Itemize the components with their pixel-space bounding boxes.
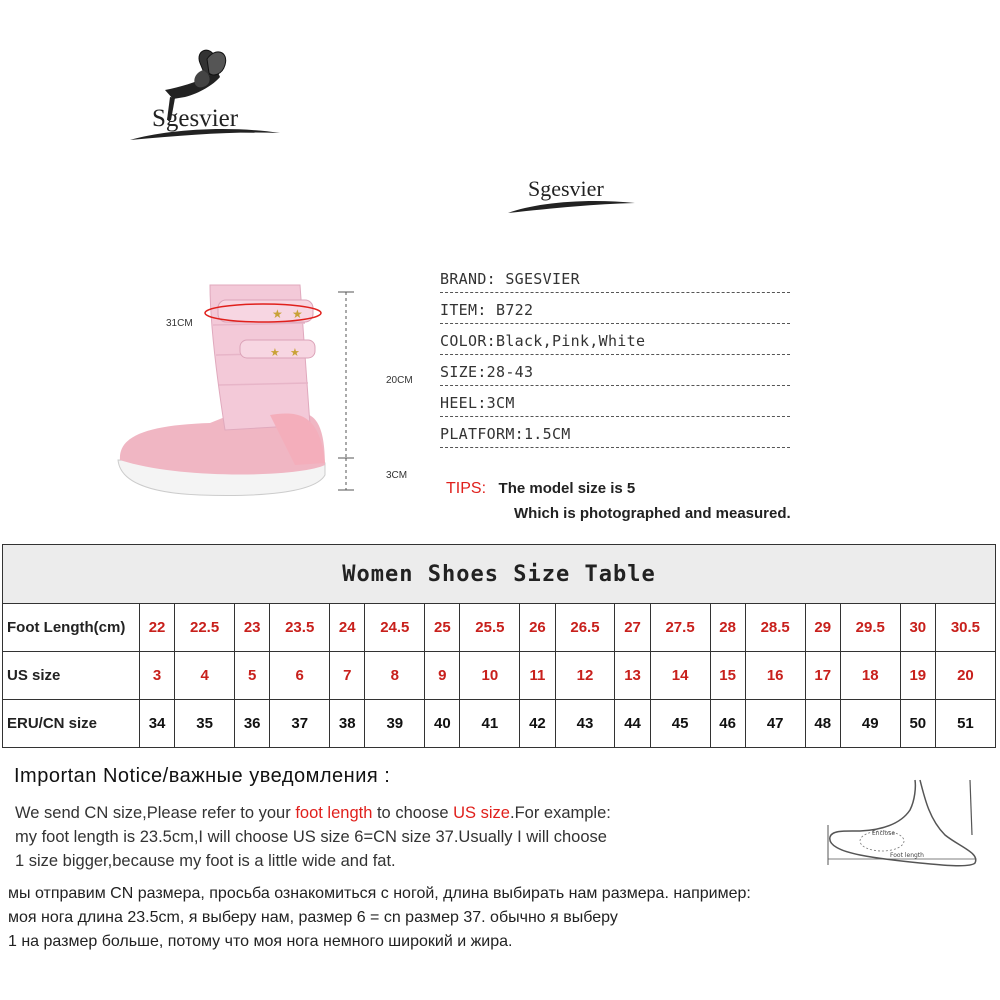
table-cell: 50 [900,700,935,748]
table-cell: 6 [270,652,330,700]
table-cell: 40 [425,700,460,748]
table-cell: 23 [235,604,270,652]
table-cell: 9 [425,652,460,700]
row-header: Foot Length(cm) [3,604,140,652]
tips-line2: Which is photographed and measured. [514,505,791,522]
foot-enclose-label: Enclose [872,830,896,837]
heel-height-label: 3CM [386,470,408,481]
notice-en-line1 [15,804,611,823]
spec-size: SIZE:28-43 [440,363,790,386]
table-cell: 13 [615,652,650,700]
table-cell: 5 [235,652,270,700]
table-cell: 44 [615,700,650,748]
spec-brand: BRAND: SGESVIER [440,270,790,293]
spec-platform: PLATFORM:1.5CM [440,425,790,448]
notice-en-line2: my foot length is 23.5cm,I will choose US size 6=CN size 37.Usually I will choose [15,828,607,846]
spec-item: ITEM: B722 [440,301,790,324]
table-cell: 26.5 [555,604,615,652]
table-cell: 19 [900,652,935,700]
table-cell: 49 [840,700,900,748]
table-cell: 34 [140,700,175,748]
table-cell: 4 [175,652,235,700]
svg-text:★: ★ [272,307,283,321]
notice-title: Importan Notice/важные уведомления : [14,765,391,787]
notice-text: .For example: [509,804,611,822]
table-cell: 18 [840,652,900,700]
table-cell: 24.5 [365,604,425,652]
table-cell: 43 [555,700,615,748]
table-cell: 25.5 [460,604,520,652]
cn-size-row [3,700,996,748]
size-table-title: Women Shoes Size Table [3,545,996,604]
brand-logo-main [125,45,285,155]
spec-heel: HEEL:3CM [440,394,790,417]
svg-text:★: ★ [292,307,303,321]
table-cell: 35 [175,700,235,748]
notice-text: We send CN size,Please refer to your [15,804,296,822]
table-cell: 42 [520,700,555,748]
tips [446,480,635,498]
notice-highlight-foot-length: foot length [295,804,373,822]
notice-highlight-us-size: US size [453,804,510,822]
foot-icon [820,775,990,875]
size-table [2,544,996,748]
circumference-label: 31CM [166,318,193,329]
table-cell: 51 [935,700,995,748]
table-cell: 27 [615,604,650,652]
table-cell: 37 [270,700,330,748]
table-cell: 26 [520,604,555,652]
table-cell: 38 [330,700,365,748]
notice-ru-line3: 1 на размер больше, потому что моя нога немного широкий и жира. [8,933,513,950]
table-cell: 28 [710,604,745,652]
spec-color: COLOR:Black,Pink,White [440,332,790,355]
table-cell: 27.5 [650,604,710,652]
table-cell: 8 [365,652,425,700]
table-cell: 22.5 [175,604,235,652]
boot-illustration [100,265,430,505]
table-cell: 29 [805,604,840,652]
foot-length-row [3,604,996,652]
table-cell: 41 [460,700,520,748]
notice-en-line3: 1 size bigger,because my foot is a little wide and fat. [15,852,396,870]
table-cell: 24 [330,604,365,652]
table-cell: 3 [140,652,175,700]
table-cell: 11 [520,652,555,700]
table-cell: 10 [460,652,520,700]
table-cell: 28.5 [745,604,805,652]
table-cell: 30 [900,604,935,652]
tips-line1: The model size is 5 [498,480,636,497]
foot-diagram [820,775,990,875]
table-cell: 22 [140,604,175,652]
brand-logo-secondary [505,168,645,223]
shaft-height-label: 20CM [386,375,413,386]
row-header: ERU/CN size [3,700,140,748]
table-cell: 14 [650,652,710,700]
row-header: US size [3,652,140,700]
table-cell: 16 [745,652,805,700]
notice-ru-line2: моя нога длина 23.5cm, я выберу нам, размер 6 = cn размер 37. обычно я выберу [8,909,618,926]
notice-text: to choose [372,804,454,822]
table-cell: 47 [745,700,805,748]
table-cell: 7 [330,652,365,700]
logo-text: Sgesvier [528,176,604,201]
svg-text:★: ★ [290,347,300,359]
butterfly-heel-icon [125,45,285,155]
us-size-row [3,652,996,700]
logo-text: Sgesvier [152,105,239,132]
table-cell: 25 [425,604,460,652]
table-cell: 12 [555,652,615,700]
tips-label: TIPS: [446,480,487,497]
table-cell: 20 [935,652,995,700]
boot-image [100,265,430,505]
notice-ru-line1: мы отправим CN размера, просьба ознакомиться с ногой, длина выбирать нам размера. например: [8,885,751,902]
table-cell: 48 [805,700,840,748]
svg-text:★: ★ [270,347,280,359]
table-cell: 36 [235,700,270,748]
table-cell: 45 [650,700,710,748]
table-cell: 15 [710,652,745,700]
table-cell: 23.5 [270,604,330,652]
table-cell: 30.5 [935,604,995,652]
table-cell: 46 [710,700,745,748]
foot-length-label: Foot length [890,852,924,859]
table-cell: 29.5 [840,604,900,652]
table-cell: 39 [365,700,425,748]
table-cell: 17 [805,652,840,700]
